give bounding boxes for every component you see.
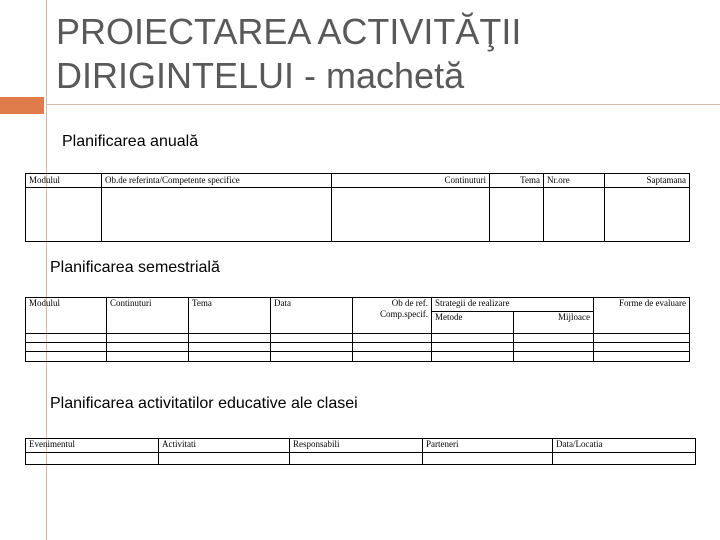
table-cell	[432, 334, 514, 343]
column-header: Ob de ref. Comp.specif.	[353, 298, 432, 334]
table-row	[26, 188, 690, 242]
table-cell	[107, 334, 189, 343]
column-header: Data	[271, 298, 353, 334]
table-cell	[432, 343, 514, 352]
table-cell	[514, 343, 594, 352]
semester-planning-heading: Planificarea semestrială	[50, 259, 220, 276]
table-cell	[594, 352, 690, 362]
table-cell	[423, 453, 553, 465]
table-cell	[332, 188, 490, 242]
column-header: Saptamana	[605, 174, 690, 188]
table-cell	[26, 453, 159, 465]
table-cell	[544, 188, 605, 242]
annual-planning-heading: Planificarea anuală	[62, 133, 199, 150]
table-cell	[553, 453, 696, 465]
table-header-row	[26, 174, 690, 188]
table-cell	[102, 188, 332, 242]
column-header: Continuturi	[107, 298, 189, 334]
table-cell	[26, 343, 107, 352]
table-cell	[594, 334, 690, 343]
table-row	[26, 453, 696, 465]
table-row	[26, 352, 690, 362]
column-header: Activitati	[159, 439, 290, 453]
column-header: Continuturi	[332, 174, 490, 188]
table-cell	[594, 343, 690, 352]
column-header: Responsabili	[290, 439, 423, 453]
educational-activities-table	[25, 438, 696, 465]
table-cell	[271, 334, 353, 343]
column-header: Modulul	[26, 174, 102, 188]
column-header: Data/Locatia	[553, 439, 696, 453]
table-row	[26, 343, 690, 352]
table-row	[26, 334, 690, 343]
column-header: Strategii de realizare	[432, 298, 594, 312]
table-cell	[605, 188, 690, 242]
table-cell	[159, 453, 290, 465]
table-cell	[514, 334, 594, 343]
column-header: Evenimentul	[26, 439, 159, 453]
table-header-row	[26, 439, 696, 453]
column-header: Ob.de referinta/Competente specifice	[102, 174, 332, 188]
column-header: Nr.ore	[544, 174, 605, 188]
table-cell	[490, 188, 544, 242]
column-header: Modulul	[26, 298, 107, 334]
column-header: Tema	[189, 298, 271, 334]
column-header: Metode	[432, 312, 514, 334]
slide-title	[56, 10, 696, 98]
column-header: Mijloace	[514, 312, 594, 334]
table-cell	[26, 188, 102, 242]
table-cell	[290, 453, 423, 465]
table-cell	[26, 352, 107, 362]
semester-planning-table	[25, 297, 690, 362]
table-cell	[189, 343, 271, 352]
table-cell	[107, 343, 189, 352]
accent-bar	[0, 97, 44, 114]
horizontal-rule	[46, 104, 720, 105]
table-cell	[189, 352, 271, 362]
educational-activities-heading: Planificarea activitatilor educative ale clasei	[50, 395, 358, 412]
table-cell	[107, 352, 189, 362]
column-header: Parteneri	[423, 439, 553, 453]
column-header: Tema	[490, 174, 544, 188]
table-cell	[353, 343, 432, 352]
table-cell	[432, 352, 514, 362]
annual-planning-table	[25, 173, 690, 242]
table-cell	[189, 334, 271, 343]
table-cell	[271, 352, 353, 362]
table-cell	[353, 352, 432, 362]
slide-title-line-1: PROIECTAREA ACTIVITĂŢII	[56, 11, 522, 52]
table-cell	[271, 343, 353, 352]
column-header: Forme de evaluare	[594, 298, 690, 334]
table-cell	[353, 334, 432, 343]
table-cell	[514, 352, 594, 362]
table-header-row	[26, 298, 690, 312]
slide-title-line-2: DIRIGINTELUI - machetă	[56, 55, 465, 96]
table-cell	[26, 334, 107, 343]
